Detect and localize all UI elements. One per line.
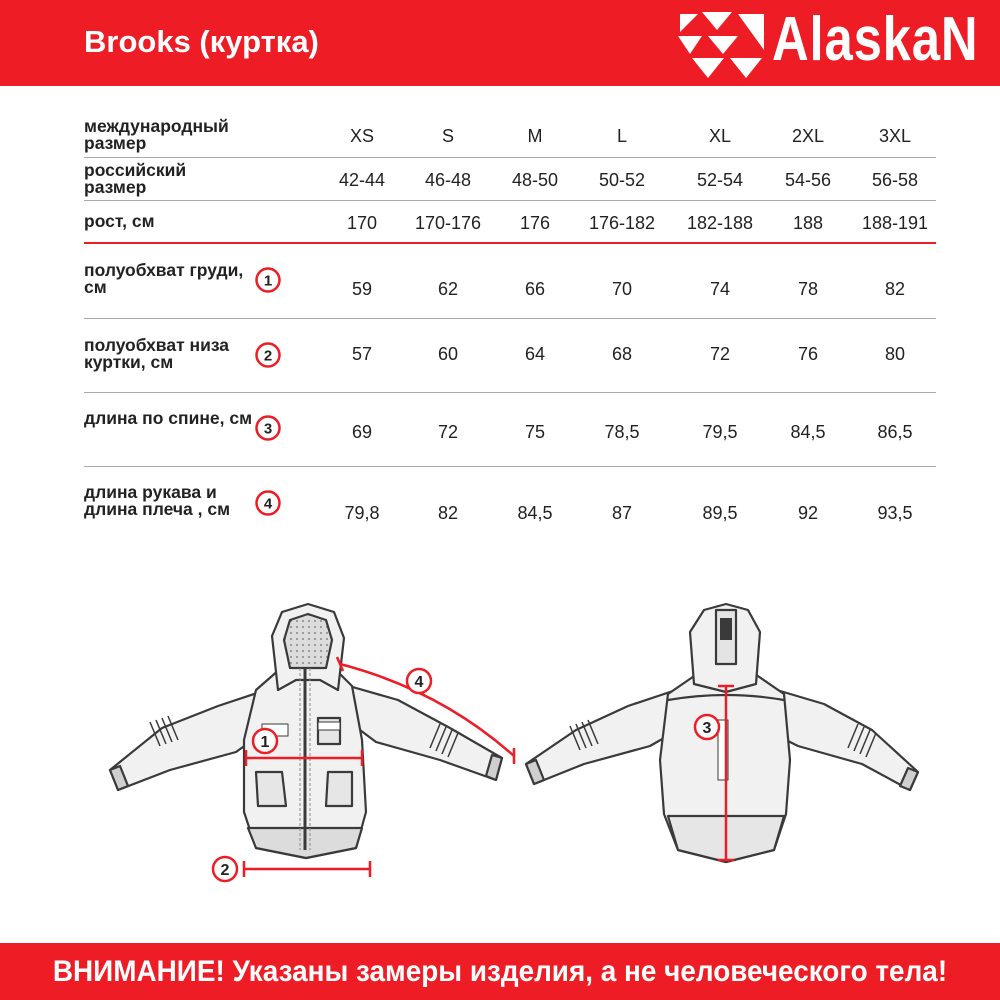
- height-cell: 188: [792, 213, 824, 233]
- jacket-back: [526, 604, 918, 862]
- marker-2-icon: [254, 341, 282, 369]
- row-divider: [84, 466, 936, 467]
- hem-cell: 68: [611, 344, 633, 364]
- row-label: российский размер: [84, 160, 187, 197]
- height-row: [84, 205, 936, 241]
- russian-size-cell: 42-44: [338, 170, 386, 190]
- sleeve-cell: 89,5: [702, 503, 738, 523]
- row-label: международный размер: [84, 116, 229, 153]
- sleeve-row: [84, 484, 936, 534]
- marker-number: 3: [263, 420, 273, 438]
- hem-cell: 64: [524, 344, 546, 364]
- russian-size-cell: 48-50: [511, 170, 559, 190]
- marker-3-icon: [254, 414, 282, 442]
- header-divider: [84, 242, 936, 244]
- marker-number: 2: [263, 347, 273, 365]
- sleeve-cell: 79,8: [344, 503, 380, 523]
- marker-number: 3: [702, 720, 712, 737]
- hem-cell: 76: [797, 344, 819, 364]
- chest-cell: 62: [437, 279, 459, 299]
- russian-size-cell: 56-58: [871, 170, 919, 190]
- hem-cell: 57: [351, 344, 373, 364]
- hem-cell: 72: [709, 344, 731, 364]
- sleeve-cell: 84,5: [517, 503, 553, 523]
- size-cell: S: [441, 126, 454, 146]
- row-label: длина по спине, см: [84, 408, 253, 428]
- international-size-row: [84, 116, 936, 156]
- size-cell: XS: [349, 126, 374, 146]
- russian-size-row: [84, 160, 936, 200]
- hem-cell: 80: [884, 344, 906, 364]
- chest-cell: 78: [797, 279, 819, 299]
- height-cell: 188-191: [861, 213, 929, 233]
- marker-number: 1: [263, 272, 273, 290]
- size-cell: 2XL: [791, 126, 825, 146]
- page-title: Brooks (куртка): [84, 24, 319, 59]
- back-length-cell: 79,5: [702, 422, 738, 442]
- row-label: полуобхват груди, см: [84, 260, 244, 297]
- russian-size-cell: 46-48: [424, 170, 472, 190]
- sleeve-cell: 82: [437, 503, 459, 523]
- sleeve-cell: 87: [611, 503, 633, 523]
- back-length-cell: 69: [351, 422, 373, 442]
- chest-cell: 70: [611, 279, 633, 299]
- marker-1-icon: [254, 266, 282, 294]
- jacket-front: [110, 604, 502, 858]
- jacket-diagram: [0, 580, 1000, 900]
- height-cell: 170-176: [414, 213, 482, 233]
- hem-cell: 60: [437, 344, 459, 364]
- chest-cell: 59: [351, 279, 373, 299]
- brand-logo-text: AlaskaN: [772, 5, 979, 74]
- sleeve-cell: 93,5: [877, 503, 913, 523]
- back-length-cell: 84,5: [790, 422, 826, 442]
- marker-number: 4: [263, 495, 273, 513]
- chest-cell: 66: [524, 279, 546, 299]
- row-divider: [84, 392, 936, 393]
- size-cell: L: [616, 126, 627, 146]
- diagram-marker-4: [407, 669, 431, 693]
- row-label: длина рукава и длина плеча , см: [84, 482, 231, 519]
- back-length-cell: 78,5: [604, 422, 640, 442]
- diagram-marker-1: [253, 729, 277, 753]
- row-divider: [84, 318, 936, 319]
- size-cell: XL: [708, 126, 732, 146]
- back-length-row: [84, 410, 936, 460]
- height-cell: 176: [519, 213, 551, 233]
- chest-row: [84, 262, 936, 312]
- back-length-cell: 72: [437, 422, 459, 442]
- size-cell: 3XL: [878, 126, 912, 146]
- warning-text: ВНИМАНИЕ! Указаны замеры изделия, а не человеческого тела!: [52, 955, 948, 988]
- marker-number: 4: [414, 674, 424, 691]
- marker-4-icon: [254, 489, 282, 517]
- row-label: рост, см: [84, 211, 155, 231]
- chest-cell: 82: [884, 279, 906, 299]
- diagram-marker-3: [695, 715, 719, 739]
- row-label: полуобхват низа куртки, см: [84, 335, 230, 372]
- row-divider: [84, 200, 936, 201]
- diagram-marker-2: [213, 857, 237, 881]
- height-cell: 176-182: [588, 213, 656, 233]
- marker-number: 1: [260, 734, 270, 751]
- back-length-cell: 86,5: [877, 422, 913, 442]
- russian-size-cell: 50-52: [598, 170, 646, 190]
- back-length-cell: 75: [524, 422, 546, 442]
- size-cell: M: [527, 126, 543, 146]
- russian-size-cell: 54-56: [784, 170, 832, 190]
- chest-cell: 74: [709, 279, 731, 299]
- hem-row: [84, 337, 936, 387]
- row-divider: [84, 157, 936, 158]
- russian-size-cell: 52-54: [696, 170, 744, 190]
- height-cell: 182-188: [686, 213, 754, 233]
- brand-logo-icon: [672, 6, 768, 82]
- sleeve-cell: 92: [797, 503, 819, 523]
- height-cell: 170: [346, 213, 378, 233]
- marker-number: 2: [220, 862, 230, 879]
